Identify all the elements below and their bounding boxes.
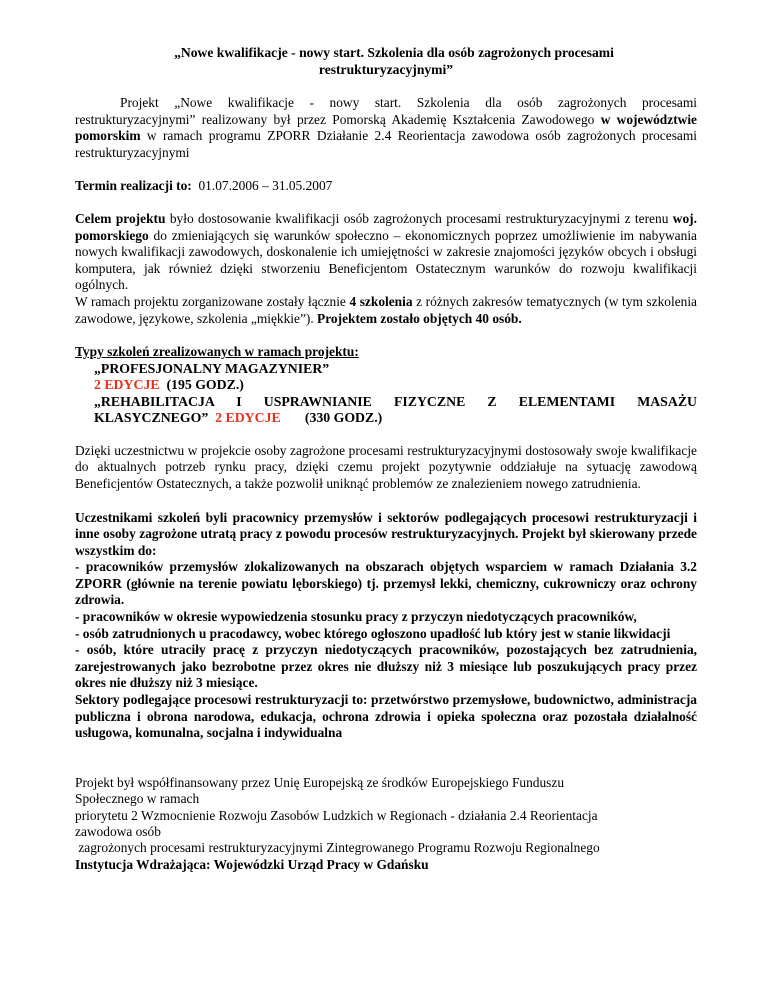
training-types-list [94,361,697,427]
goal-text-d: do zmieniających się warunków społeczno – ekonomicznych poprzez umożliwienie im nabywania nowych kwalifikacji zawodowych, doskonalenie ich umiejętności w zakresie znajomości języków obcych i obsługi komputera, jak również dzięki stworzeniu Beneficjentom Ostatecznym warunków do rozwoju kwalifikacji ogólnych. [75,227,697,293]
goal-text-b: było dostosowanie kwalifikacji osób zagrożonych procesami restrukturyzacyjnymi z terenu [165,210,673,226]
term-label: Termin realizacji to: [75,178,192,194]
participants-section [75,510,697,742]
intro-paragraph [75,95,697,161]
term-value: 01.07.2006 – 31.05.2007 [198,178,333,194]
training-1-hours: (195 GODZ.) [166,377,244,393]
title-line-1: „Nowe kwalifikacje - nowy start. Szkolenia dla osób zagrożonych procesami [174,45,614,60]
implementing-institution: Instytucja Wdrażająca: Wojewódzki Urząd Pracy w Gdańsku [75,856,429,872]
types-heading: Typy szkoleń zrealizowanych w ramach projektu: [75,344,359,360]
training-2-name-cont: KLASYCZNEGO” [94,410,209,426]
goal-region: woj. pomorskiego [75,210,697,243]
participants-item-3: - osób zatrudnionych u pracodawcy, wobec którego ogłoszono upadłość lub który jest w stanie likwidacji [75,625,671,641]
document-page [75,44,697,873]
footer-line-5: zagrożonych procesami restrukturyzacyjnymi Zintegrowanego Programu Rozwoju Regionalnego [75,840,600,856]
training-1-meta [94,377,697,394]
goal-summary [75,294,697,327]
footer-line-1: Projekt był współfinansowany przez Unię Europejską ze środków Europejskiego Funduszu [75,774,565,790]
training-2-meta [94,410,697,427]
goal-lead: Celem projektu [75,210,166,226]
intro-region: w województwie pomorskim [75,111,697,144]
trainings-count: 4 szkolenia [349,293,413,309]
funding-footer [75,775,697,873]
goal-paragraph [75,211,697,294]
intro-text-c: w ramach programu ZPORR Działanie 2.4 Reorientacja zawodowa osób zagrożonych procesami restrukturyzacyjnymi [75,128,697,160]
goal-text-g: z różnych zakresów tematycznych (w tym szkolenia zawodowe, językowe, szkolenia „miękkie”). [75,293,698,326]
participants-intro: Uczestnikami szkoleń byli pracownicy przemysłów i sektorów podlegających procesowi restrukturyzacji i inne osoby zagrożone utratą pracy z powodu procesów restrukturyzacyjnych. Projekt był skierowany przede wszystkim do: [75,509,697,558]
training-1-editions: 2 EDYCJE [94,377,160,393]
training-2-hours: (330 GODZ.) [304,410,383,426]
document-title [75,44,697,78]
participants-item-2: - pracowników w okresie wypowiedzenia stosunku pracy z przyczyn niedotyczących pracowników, [75,609,637,625]
footer-line-4: zawodowa osób [75,824,161,840]
training-2-name: „REHABILITACJA I USPRAWNIANIE FIZYCZNE Z ELEMENTAMI MASAŻU [94,393,697,409]
footer-line-3: priorytetu 2 Wzmocnienie Rozwoju Zasobów Ludzkich w Regionach - działania 2.4 Reorientacja [75,807,598,823]
training-2-editions: 2 EDYCJE [215,410,281,426]
participants-count: Projektem zostało objętych 40 osób. [317,310,522,326]
term-line [75,178,697,195]
intro-text-a: Projekt „Nowe kwalifikacje - nowy start. Szkolenia dla osób zagrożonych procesami restrukturyzacyjnymi” realizowany był przez Pomorską Akademię Kształcenia Zawodowego [75,95,697,127]
benefit-paragraph: Dzięki uczestnictwu w projekcie osoby zagrożone procesami restrukturyzacyjnymi dostosowały swoje kwalifikacje do aktualnych potrzeb rynku pracy, dzięki czemu projekt pozytywnie oddziałuje na sytuację zawodową Beneficjentów Ostatecznych, a także pozwolił uniknąć problemów ze znalezieniem nowego zatrudnienia. [75,442,697,491]
title-line-2: restrukturyzacyjnymi” [318,62,454,77]
footer-line-2: Społecznego w ramach [75,791,200,807]
sectors-paragraph: Sektory podlegające procesowi restrukturyzacji to: przetwórstwo przemysłowe, budownictwo, administracja publiczna i obrona narodowa, edukacja, ochrona zdrowia i opieka społeczna oraz pozostała działalność usługowa, komunalna, socjalna i indywidualna [75,692,697,741]
goal-text-e: W ramach projektu zorganizowane zostały łącznie [75,293,350,309]
participants-item-1: - pracowników przemysłów zlokalizowanych na obszarach objętych wsparciem w ramach Działania 3.2 ZPORR (głównie na terenie powiatu lęborskiego) tj. przemysł lekki, chemiczny, cukrowniczy oraz ochrony zdrowia. [75,559,697,608]
training-1-name: „PROFESJONALNY MAGAZYNIER” [94,360,330,376]
participants-item-4: - osób, które utraciły pracę z przyczyn niedotyczących pracowników, pozostających bez zatrudnienia, zarejestrowanych jako bezrobotne przez okres nie dłuższy niż 3 miesiące lub poszukujących pracy przez okres nie dłuższy niż 3 miesiące. [75,642,697,691]
